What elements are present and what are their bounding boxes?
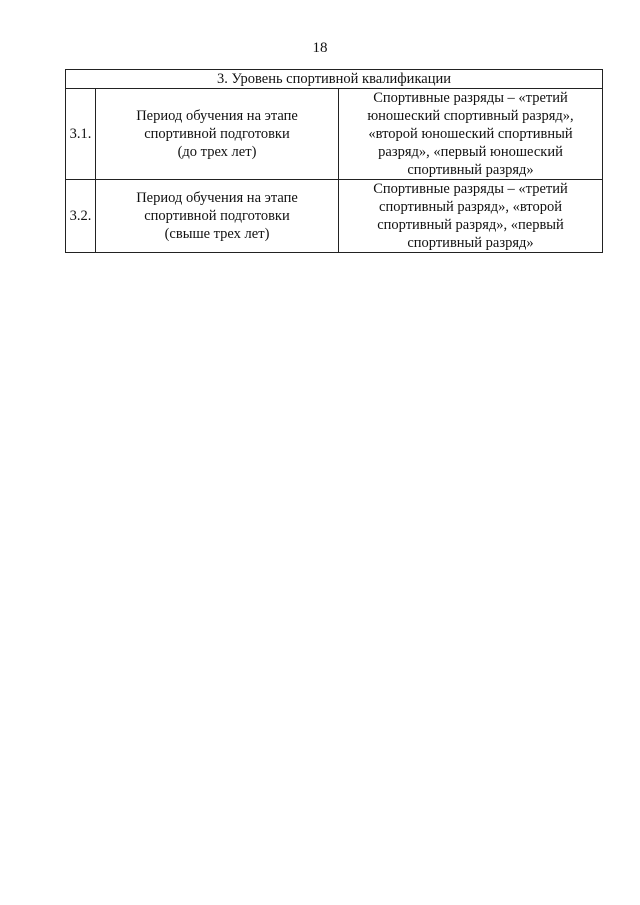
ranks-line: разряд», «первый юношеский: [378, 144, 563, 160]
qualification-table: [65, 69, 603, 253]
section-heading: 3. Уровень спортивной квалификации: [66, 70, 603, 89]
period-line: (до трех лет): [177, 144, 257, 160]
ranks-line: «второй юношеский спортивный: [368, 126, 573, 142]
period-line: Период обучения на этапе: [136, 190, 298, 206]
table-row: [66, 89, 603, 180]
row-number: 3.2.: [66, 180, 96, 253]
ranks-line: Спортивные разряды – «третий: [373, 181, 568, 197]
period-line: (свыше трех лет): [164, 226, 270, 242]
ranks-cell: [339, 180, 603, 253]
period-cell: [96, 180, 339, 253]
period-line: спортивной подготовки: [144, 208, 290, 224]
table-row: [66, 180, 603, 253]
ranks-line: спортивный разряд», «второй: [379, 199, 562, 215]
ranks-line: спортивный разряд»: [407, 235, 534, 251]
page-number: 18: [312, 40, 328, 56]
period-line: Период обучения на этапе: [136, 108, 298, 124]
period-cell: [96, 89, 339, 180]
ranks-line: Спортивные разряды – «третий: [373, 90, 568, 106]
ranks-line: спортивный разряд»: [407, 162, 534, 178]
row-number: 3.1.: [66, 89, 96, 180]
ranks-cell: [339, 89, 603, 180]
section-heading-row: [66, 70, 603, 89]
period-line: спортивной подготовки: [144, 126, 290, 142]
ranks-line: спортивный разряд», «первый: [377, 217, 564, 233]
ranks-line: юношеский спортивный разряд»,: [367, 108, 574, 124]
